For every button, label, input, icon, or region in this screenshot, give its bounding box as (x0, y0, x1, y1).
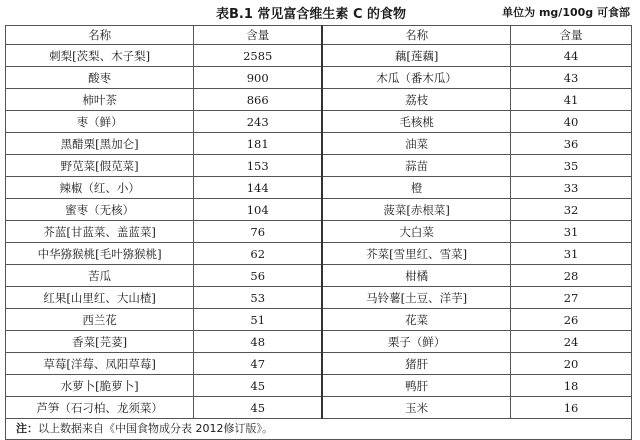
table-row (6, 177, 632, 199)
content-left: 153 (194, 155, 322, 177)
food-name-right: 木瓜（番木瓜） (322, 67, 510, 89)
food-name-left: 柿叶茶 (6, 89, 194, 111)
content-left: 2585 (194, 45, 322, 67)
food-name-right: 菠菜[赤根菜] (322, 199, 510, 221)
content-right: 28 (511, 265, 632, 287)
food-name-right: 荔枝 (322, 89, 510, 111)
content-left: 51 (194, 309, 322, 331)
source-note (6, 419, 632, 440)
food-name-left: 枣（鲜） (6, 111, 194, 133)
food-name-right: 栗子（鲜） (322, 331, 510, 353)
food-name-right: 芥菜[雪里红、雪菜] (322, 243, 510, 265)
food-name-right: 毛核桃 (322, 111, 510, 133)
note-text: 以上数据来自《中国食物成分表 2012修订版》。 (38, 422, 273, 435)
content-left: 56 (194, 265, 322, 287)
content-left: 243 (194, 111, 322, 133)
table-row (6, 133, 632, 155)
table-row (6, 221, 632, 243)
table-row (6, 353, 632, 375)
content-right: 35 (511, 155, 632, 177)
food-name-left: 黑醋栗[黑加仑] (6, 133, 194, 155)
food-name-left: 红果[山里红、大山楂] (6, 287, 194, 309)
food-name-right: 藕[莲藕] (322, 45, 510, 67)
content-right: 26 (511, 309, 632, 331)
food-name-right: 花菜 (322, 309, 510, 331)
food-name-right: 橙 (322, 177, 510, 199)
food-name-left: 草莓[洋莓、凤阳草莓] (6, 353, 194, 375)
table-row (6, 155, 632, 177)
column-header-name-left: 名称 (6, 26, 194, 45)
content-right: 33 (511, 177, 632, 199)
table-header-bar (0, 0, 640, 24)
food-name-right: 猪肝 (322, 353, 510, 375)
food-name-left: 西兰花 (6, 309, 194, 331)
vitamin-c-food-table (5, 25, 632, 440)
content-right: 27 (511, 287, 632, 309)
table-row (6, 67, 632, 89)
column-header-content-left: 含量 (194, 26, 322, 45)
food-name-left: 酸枣 (6, 67, 194, 89)
food-name-right: 油菜 (322, 133, 510, 155)
table-body (6, 45, 632, 419)
content-right: 31 (511, 221, 632, 243)
table-row (6, 309, 632, 331)
food-name-right: 玉米 (322, 397, 510, 419)
content-left: 45 (194, 397, 322, 419)
content-right: 31 (511, 243, 632, 265)
content-left: 181 (194, 133, 322, 155)
table-row (6, 111, 632, 133)
content-left: 45 (194, 375, 322, 397)
food-name-right: 鸭肝 (322, 375, 510, 397)
content-right: 43 (511, 67, 632, 89)
food-name-left: 香菜[芫荽] (6, 331, 194, 353)
table-row (6, 287, 632, 309)
content-right: 36 (511, 133, 632, 155)
content-left: 104 (194, 199, 322, 221)
food-name-left: 辣椒（红、小） (6, 177, 194, 199)
content-right: 32 (511, 199, 632, 221)
content-right: 18 (511, 375, 632, 397)
content-right: 41 (511, 89, 632, 111)
content-left: 53 (194, 287, 322, 309)
table-title: 表B.1 常见富含维生素 C 的食物 (216, 7, 407, 22)
food-name-right: 大白菜 (322, 221, 510, 243)
header-row (6, 26, 632, 45)
food-name-left: 苦瓜 (6, 265, 194, 287)
content-left: 48 (194, 331, 322, 353)
content-right: 24 (511, 331, 632, 353)
content-right: 40 (511, 111, 632, 133)
food-name-left: 刺梨[茨梨、木子梨] (6, 45, 194, 67)
content-right: 44 (511, 45, 632, 67)
food-name-left: 水萝卜[脆萝卜] (6, 375, 194, 397)
table-row (6, 199, 632, 221)
content-left: 47 (194, 353, 322, 375)
content-left: 62 (194, 243, 322, 265)
content-left: 866 (194, 89, 322, 111)
column-header-name-right: 名称 (322, 26, 510, 45)
unit-label: 单位为 mg/100g 可食部 (502, 6, 630, 19)
food-name-left: 芥蓝[甘蓝菜、盖蓝菜] (6, 221, 194, 243)
food-name-left: 中华猕猴桃[毛叶猕猴桃] (6, 243, 194, 265)
content-left: 144 (194, 177, 322, 199)
table-row (6, 243, 632, 265)
table-row (6, 375, 632, 397)
food-name-left: 芦笋（石刁柏、龙须菜） (6, 397, 194, 419)
food-name-left: 野苋菜[假苋菜] (6, 155, 194, 177)
food-name-right: 马铃薯[土豆、洋芋] (322, 287, 510, 309)
food-name-right: 蒜苗 (322, 155, 510, 177)
food-name-right: 柑橘 (322, 265, 510, 287)
table-row (6, 89, 632, 111)
table-row (6, 331, 632, 353)
content-left: 76 (194, 221, 322, 243)
table-row (6, 45, 632, 67)
column-header-content-right: 含量 (511, 26, 632, 45)
content-left: 900 (194, 67, 322, 89)
note-label: 注： (16, 422, 38, 435)
note-row (6, 419, 632, 440)
table-row (6, 397, 632, 419)
table-row (6, 265, 632, 287)
content-right: 16 (511, 397, 632, 419)
content-right: 20 (511, 353, 632, 375)
food-name-left: 蜜枣（无核） (6, 199, 194, 221)
